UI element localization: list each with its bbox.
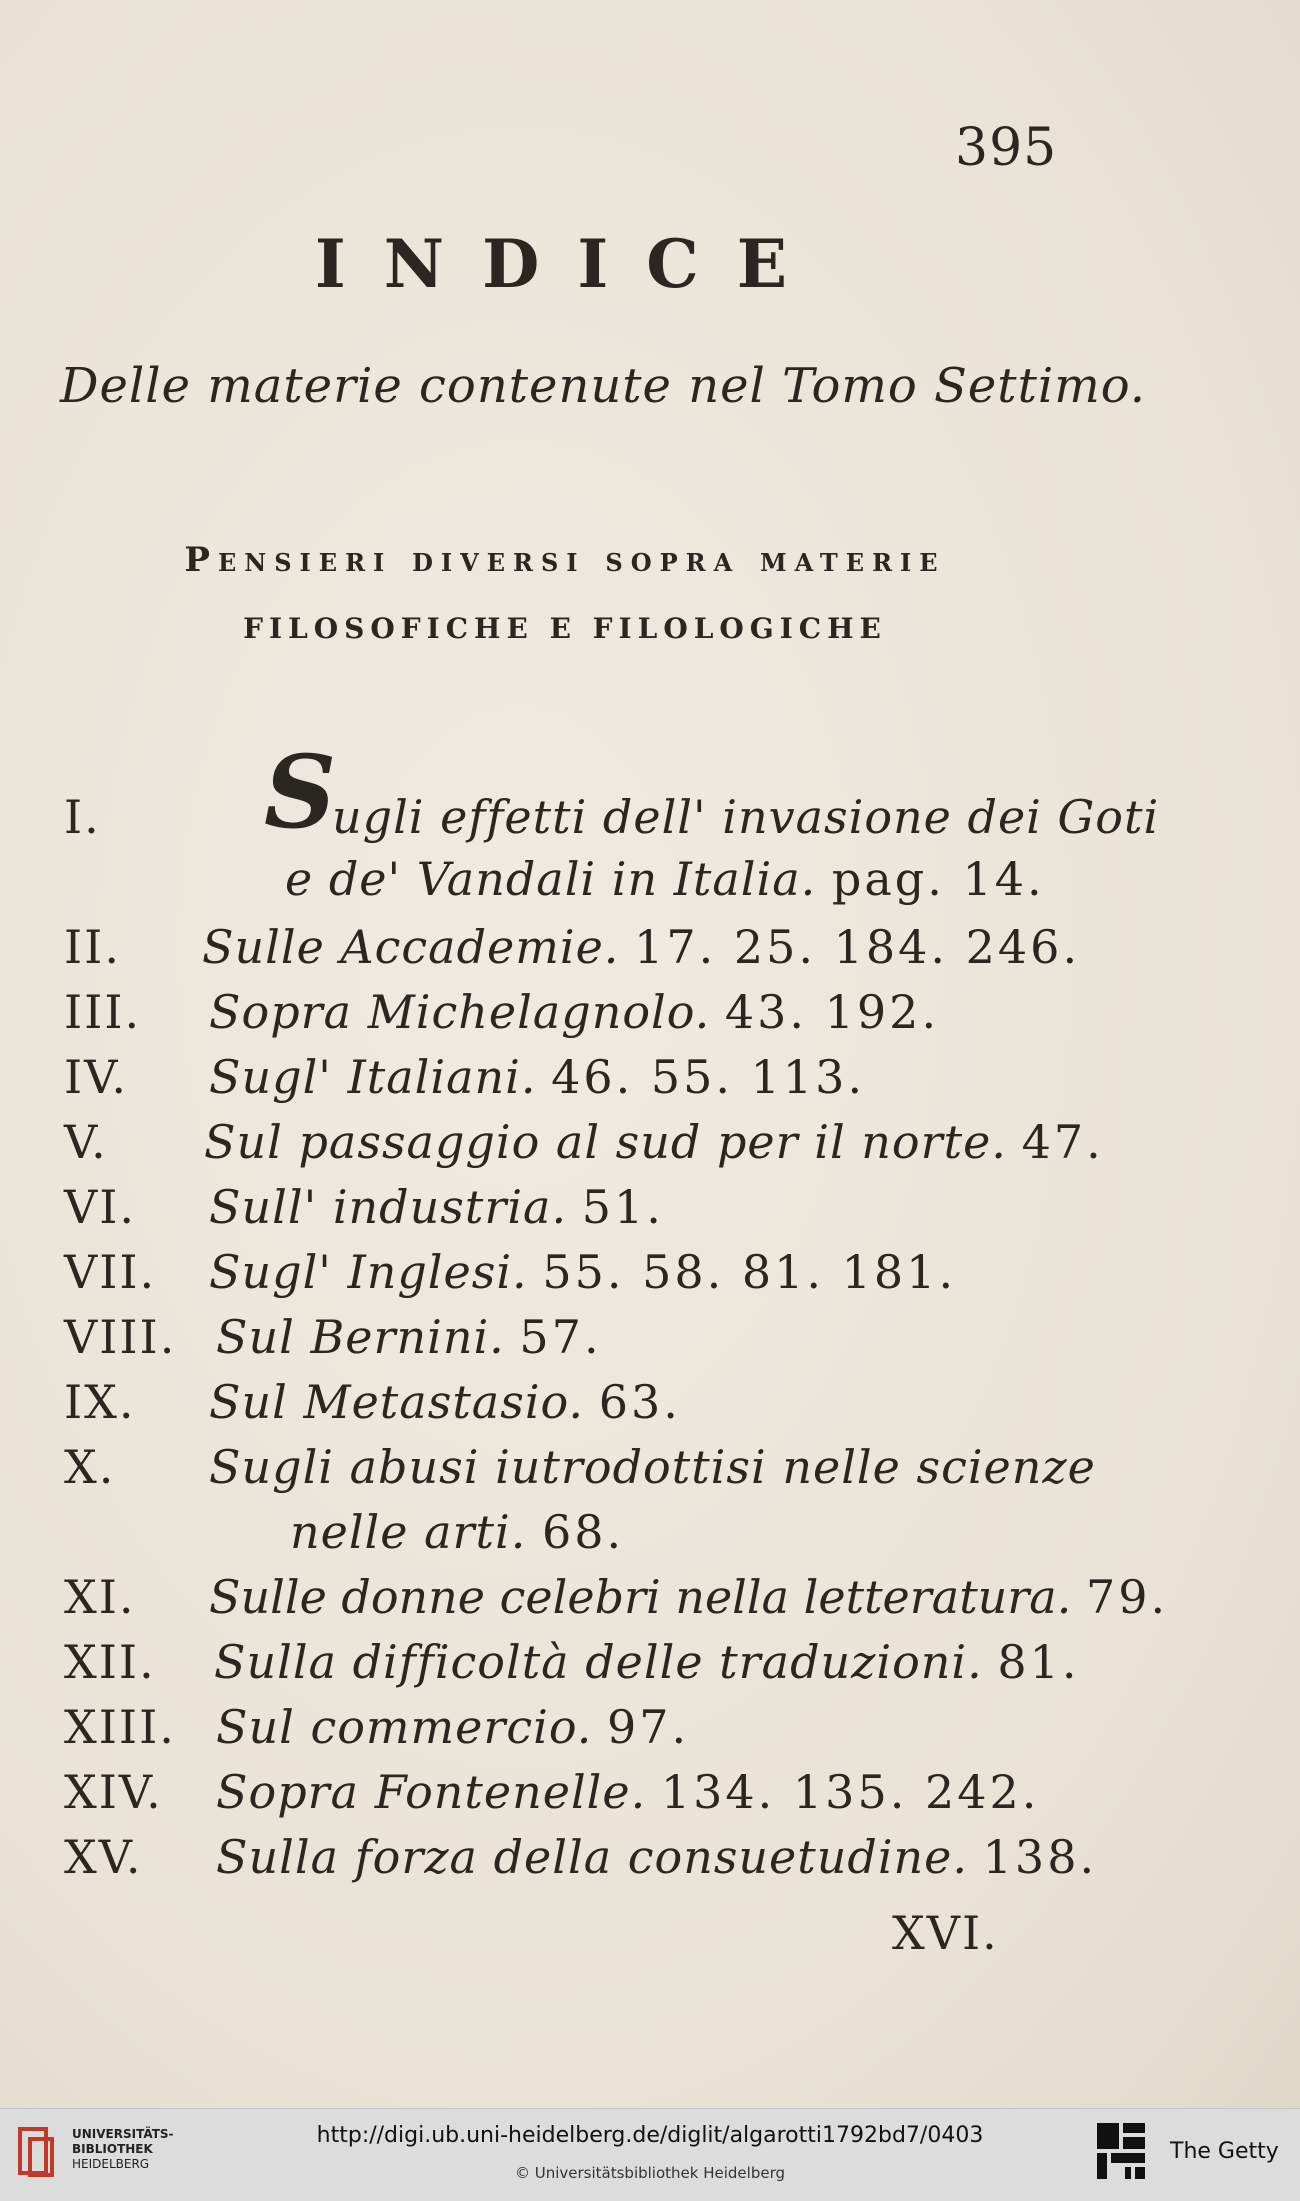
entry-body bbox=[209, 985, 939, 1039]
copyright-notice: © Universitätsbibliothek Heidelberg bbox=[514, 2164, 785, 2182]
entry-pages: 81. bbox=[997, 1635, 1080, 1689]
entry-pages: 51. bbox=[581, 1180, 664, 1234]
entry-body bbox=[209, 1245, 956, 1299]
entry-pages: 46. 55. 113. bbox=[551, 1050, 866, 1104]
entry-pages: 63. bbox=[598, 1375, 681, 1429]
entry-title: Sopra Fontenelle. bbox=[216, 1765, 647, 1819]
entry-number: III. bbox=[64, 985, 142, 1039]
entry-number: XIV. bbox=[64, 1765, 163, 1819]
entry-title: Sulle donne celebri nella letteratura. bbox=[209, 1570, 1072, 1624]
institution-line1: UNIVERSITÄTS- bbox=[72, 2127, 174, 2141]
entry-number: VI. bbox=[64, 1180, 137, 1234]
entry-number: V. bbox=[64, 1115, 108, 1169]
entry-body bbox=[209, 1050, 865, 1104]
institution-line2: BIBLIOTHEK bbox=[72, 2142, 153, 2156]
entry-number: VII. bbox=[64, 1245, 157, 1299]
entry-continuation bbox=[285, 852, 1045, 906]
entry-pages: 134. 135. 242. bbox=[660, 1765, 1040, 1819]
entry-number: XI. bbox=[64, 1570, 136, 1624]
getty-logo-icon bbox=[1095, 2121, 1147, 2181]
entry-pages: 17. 25. 184. 246. bbox=[634, 920, 1081, 974]
entry-title: Sopra Michelagnolo. bbox=[209, 985, 711, 1039]
entry-pages: pag. 14. bbox=[831, 852, 1045, 906]
page-subtitle: Delle materie contenute nel Tomo Settimo. bbox=[60, 358, 1147, 414]
entry-number: IX. bbox=[64, 1375, 136, 1429]
entry-title: Sull' industria. bbox=[209, 1180, 568, 1234]
entry-title: Sulla forza della consuetudine. bbox=[216, 1830, 969, 1884]
entry-title: Sugl' Inglesi. bbox=[209, 1245, 528, 1299]
entry-pages: 79. bbox=[1085, 1570, 1169, 1624]
partner-name: The Getty bbox=[1170, 2139, 1279, 2164]
page-title: INDICE bbox=[314, 225, 826, 303]
entry-number: I. bbox=[64, 790, 101, 844]
entry-pages: 138. bbox=[982, 1830, 1098, 1884]
entry-number: XIII. bbox=[64, 1700, 176, 1754]
index-entry bbox=[64, 733, 1160, 851]
entry-pages: 47. bbox=[1021, 1115, 1104, 1169]
entry-number: VIII. bbox=[64, 1310, 177, 1364]
entry-title: Sul Metastasio. bbox=[209, 1375, 585, 1429]
entry-body bbox=[209, 1180, 664, 1234]
entry-title: Sugl' Italiani. bbox=[209, 1050, 537, 1104]
page-number: 395 bbox=[955, 118, 1058, 178]
entry-title: Sugli abusi iutrodottisi nelle scienze bbox=[209, 1440, 1096, 1494]
entry-title: Sulla difficoltà delle traduzioni. bbox=[214, 1635, 983, 1689]
entry-pages: 68. bbox=[541, 1505, 625, 1559]
entry-pages: 43. 192. bbox=[724, 985, 940, 1039]
entry-pages: 57. bbox=[519, 1310, 602, 1364]
entry-body bbox=[216, 1700, 689, 1754]
entry-body bbox=[202, 920, 1080, 974]
entry-title: Sulle Accademie. bbox=[202, 920, 620, 974]
entry-title: Sul Bernini. bbox=[216, 1310, 505, 1364]
entry-number: XII. bbox=[64, 1635, 156, 1689]
entry-number: IV. bbox=[64, 1050, 128, 1104]
entry-body bbox=[209, 1375, 681, 1429]
catchword: XVI. bbox=[892, 1906, 999, 1960]
entry-title: Sul passaggio al sud per il norte. bbox=[204, 1115, 1007, 1169]
entry-pages: 55. 58. 81. 181. bbox=[542, 1245, 957, 1299]
entry-body bbox=[216, 1830, 1097, 1884]
institution-line3: HEIDELBERG bbox=[72, 2157, 150, 2171]
entry-title: ugli effetti dell' invasione dei Goti bbox=[332, 790, 1160, 844]
entry-title-cont: e de' Vandali in Italia. bbox=[285, 852, 817, 906]
entry-pages: 97. bbox=[607, 1700, 690, 1754]
section-heading-line1: Pensieri diversi sopra materie bbox=[184, 540, 946, 580]
entry-dropcap: S bbox=[264, 733, 337, 851]
entry-title: Sul commercio. bbox=[216, 1700, 593, 1754]
entry-body bbox=[204, 1115, 1104, 1169]
entry-body bbox=[214, 1635, 1080, 1689]
entry-body bbox=[216, 1310, 602, 1364]
viewer-footer bbox=[0, 2108, 1300, 2201]
entry-body bbox=[216, 1765, 1039, 1819]
entry-continuation bbox=[290, 1505, 624, 1559]
entry-body bbox=[209, 1570, 1168, 1624]
entry-title-cont: nelle arti. bbox=[290, 1505, 527, 1559]
entry-number: XV. bbox=[64, 1830, 143, 1884]
section-heading-line2: FILOSOFICHE E FILOLOGICHE bbox=[243, 612, 887, 645]
entry-number: II. bbox=[64, 920, 121, 974]
permalink-url[interactable]: http://digi.ub.uni-heidelberg.de/diglit/algarotti1792bd7/0403 bbox=[316, 2123, 984, 2148]
entry-number: X. bbox=[64, 1440, 116, 1494]
